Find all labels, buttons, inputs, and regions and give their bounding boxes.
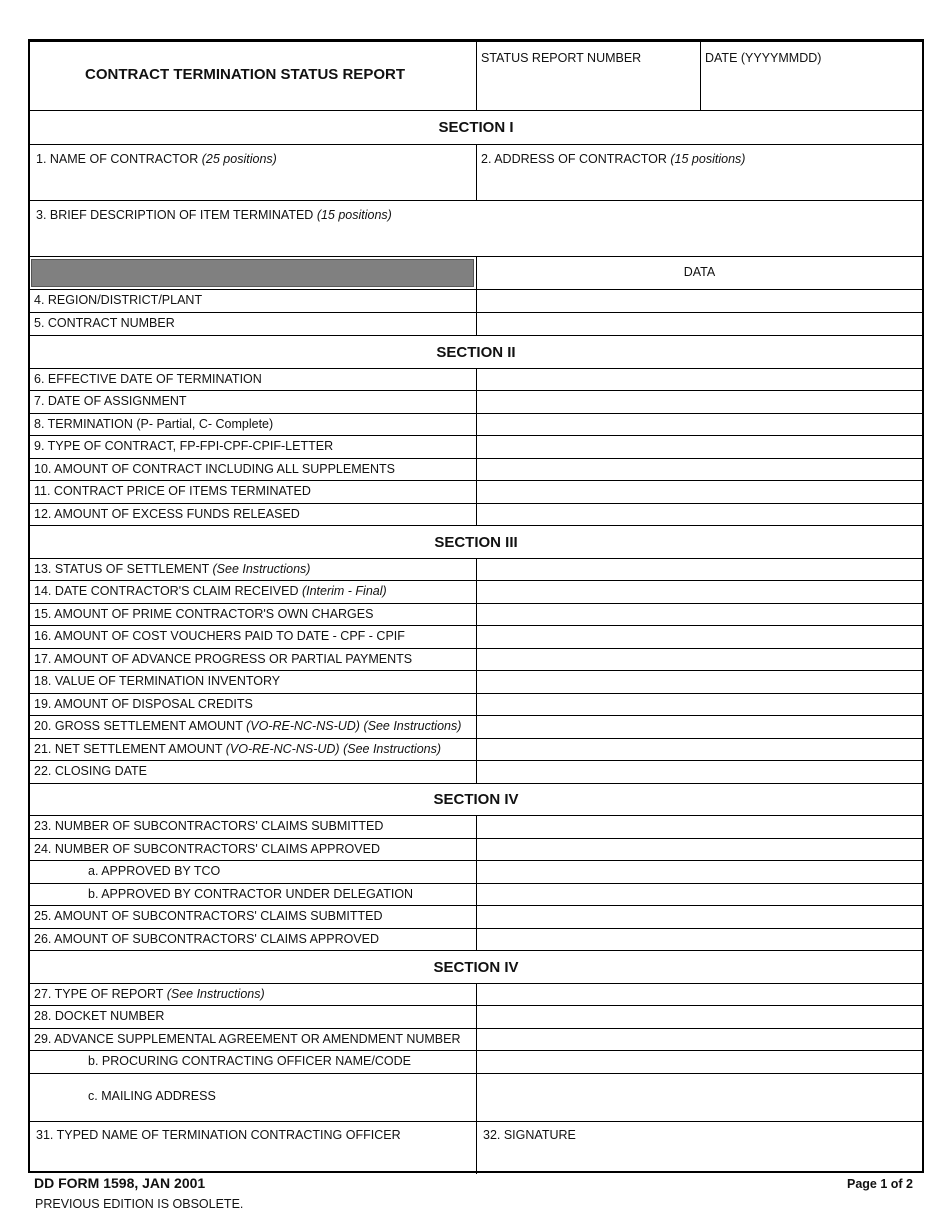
item-3-note: (15 positions) xyxy=(316,208,392,222)
form-title: CONTRACT TERMINATION STATUS REPORT xyxy=(85,66,405,83)
item-23-row xyxy=(30,816,922,839)
item-12-input[interactable] xyxy=(476,504,922,525)
item-19-label: 19. AMOUNT OF DISPOSAL CREDITS xyxy=(34,697,253,711)
item-29-input[interactable] xyxy=(476,1029,922,1050)
item-15-input[interactable] xyxy=(476,604,922,625)
contractor-name-field[interactable] xyxy=(30,145,476,200)
item-6-row xyxy=(30,369,922,391)
item-13-note: (See Instructions) xyxy=(212,562,311,576)
item-24-label: 24. NUMBER OF SUBCONTRACTORS' CLAIMS APPROVED xyxy=(34,842,380,856)
officer-name-field[interactable] xyxy=(30,1122,476,1174)
item-29c-label: c. MAILING ADDRESS xyxy=(88,1089,216,1103)
item-25-input[interactable] xyxy=(476,906,922,928)
item-14-label: 14. DATE CONTRACTOR'S CLAIM RECEIVED xyxy=(34,584,302,598)
item-21-row xyxy=(30,739,922,761)
item-24b-row xyxy=(30,884,922,906)
item-26-label: 26. AMOUNT OF SUBCONTRACTORS' CLAIMS APPROVED xyxy=(34,932,380,946)
item-7-row xyxy=(30,391,922,414)
data-label: DATA xyxy=(683,265,716,279)
item-12-label: 12. AMOUNT OF EXCESS FUNDS RELEASED xyxy=(34,507,300,521)
item-26-input[interactable] xyxy=(476,929,922,950)
item-7-label: 7. DATE OF ASSIGNMENT xyxy=(34,394,187,408)
section-5-title: SECTION IV xyxy=(433,959,519,976)
item-21-label: 21. NET SETTLEMENT AMOUNT xyxy=(34,742,226,756)
termination-status-form xyxy=(28,39,924,1173)
item-26-row xyxy=(30,929,922,951)
item-19-row xyxy=(30,694,922,716)
contractor-row xyxy=(30,145,922,201)
item-14-note: (Interim - Final) xyxy=(301,584,387,598)
item-11-label: 11. CONTRACT PRICE OF ITEMS TERMINATED xyxy=(34,484,311,498)
data-header-row xyxy=(30,257,922,290)
shaded-block xyxy=(31,259,474,287)
item-5-input[interactable] xyxy=(476,313,922,335)
item-9-label: 9. TYPE OF CONTRACT, FP-FPI-CPF-CPIF-LETTER xyxy=(34,439,334,453)
item-18-label: 18. VALUE OF TERMINATION INVENTORY xyxy=(34,674,281,688)
item-2-note: (15 positions) xyxy=(670,152,746,166)
section-1-title: SECTION I xyxy=(438,119,514,136)
item-22-label: 22. CLOSING DATE xyxy=(34,764,147,778)
signature-row xyxy=(30,1122,922,1174)
item-8-input[interactable] xyxy=(476,414,922,435)
report-date-field[interactable] xyxy=(700,42,922,110)
section-3-heading xyxy=(30,526,922,559)
item-15-row xyxy=(30,604,922,626)
item-22-row xyxy=(30,761,922,784)
item-14-input[interactable] xyxy=(476,581,922,603)
item-8-label: 8. TERMINATION (P- Partial, C- Complete) xyxy=(34,417,274,431)
item-5-label: 5. CONTRACT NUMBER xyxy=(34,316,175,330)
item-27-row xyxy=(30,984,922,1006)
item-24-input[interactable] xyxy=(476,839,922,860)
item-22-input[interactable] xyxy=(476,761,922,783)
item-23-label: 23. NUMBER OF SUBCONTRACTORS' CLAIMS SUBMITTED xyxy=(34,819,384,833)
status-report-number-label: STATUS REPORT NUMBER xyxy=(481,51,642,65)
item-4-row xyxy=(30,290,922,313)
item-17-label: 17. AMOUNT OF ADVANCE PROGRESS OR PARTIAL PAYMENTS xyxy=(34,652,413,666)
item-24a-label: a. APPROVED BY TCO xyxy=(88,864,221,878)
item-18-input[interactable] xyxy=(476,671,922,693)
item-24b-input[interactable] xyxy=(476,884,922,905)
item-27-note: (See Instructions) xyxy=(166,987,265,1001)
item-20-input[interactable] xyxy=(476,716,922,738)
item-20-label: 20. GROSS SETTLEMENT AMOUNT xyxy=(34,719,247,733)
item-21-input[interactable] xyxy=(476,739,922,760)
item-1-label: 1. NAME OF CONTRACTOR xyxy=(36,152,202,166)
item-23-input[interactable] xyxy=(476,816,922,838)
item-27-label: 27. TYPE OF REPORT xyxy=(34,987,167,1001)
item-25-label: 25. AMOUNT OF SUBCONTRACTORS' CLAIMS SUBMITTED xyxy=(34,909,383,923)
item-17-row xyxy=(30,649,922,671)
item-21-note: (VO-RE-NC-NS-UD) (See Instructions) xyxy=(225,742,442,756)
item-9-input[interactable] xyxy=(476,436,922,458)
item-32-label: 32. SIGNATURE xyxy=(483,1128,576,1142)
item-19-input[interactable] xyxy=(476,694,922,715)
item-31-label: 31. TYPED NAME OF TERMINATION CONTRACTING OFFICER xyxy=(36,1128,401,1142)
item-18-row xyxy=(30,671,922,694)
item-29c-row xyxy=(30,1074,922,1122)
obsolete-note: PREVIOUS EDITION IS OBSOLETE. xyxy=(35,1197,244,1211)
item-17-input[interactable] xyxy=(476,649,922,670)
page-number: Page 1 of 2 xyxy=(847,1177,913,1191)
item-12-row xyxy=(30,504,922,526)
item-28-label: 28. DOCKET NUMBER xyxy=(34,1009,165,1023)
item-13-row xyxy=(30,559,922,581)
item-6-label: 6. EFFECTIVE DATE OF TERMINATION xyxy=(34,372,262,386)
item-4-input[interactable] xyxy=(476,290,922,312)
form-id: DD FORM 1598, JAN 2001 xyxy=(34,1175,206,1191)
item-13-input[interactable] xyxy=(476,559,922,580)
item-5-row xyxy=(30,313,922,336)
status-report-number-field[interactable] xyxy=(476,42,700,110)
item-7-input[interactable] xyxy=(476,391,922,413)
item-28-input[interactable] xyxy=(476,1006,922,1028)
item-10-input[interactable] xyxy=(476,459,922,480)
item-16-input[interactable] xyxy=(476,626,922,648)
section-2-title: SECTION II xyxy=(436,344,516,361)
item-10-row xyxy=(30,459,922,481)
item-20-note: (VO-RE-NC-NS-UD) (See Instructions) xyxy=(246,719,462,733)
item-15-label: 15. AMOUNT OF PRIME CONTRACTOR'S OWN CHARGES xyxy=(34,607,374,621)
item-3-label: 3. BRIEF DESCRIPTION OF ITEM TERMINATED xyxy=(36,208,317,222)
item-8-row xyxy=(30,414,922,436)
item-24a-row xyxy=(30,861,922,884)
item-29c-input[interactable] xyxy=(476,1074,922,1121)
item-1-note: (25 positions) xyxy=(201,152,277,166)
item-13-label: 13. STATUS OF SETTLEMENT xyxy=(34,562,213,576)
signature-field[interactable] xyxy=(476,1122,922,1174)
item-16-label: 16. AMOUNT OF COST VOUCHERS PAID TO DATE - CPF - CPIF xyxy=(34,629,405,643)
item-16-row xyxy=(30,626,922,649)
item-11-row xyxy=(30,481,922,504)
report-date-label: DATE (YYYYMMDD) xyxy=(705,51,822,65)
item-9-row xyxy=(30,436,922,459)
item-14-row xyxy=(30,581,922,604)
item-29b-label: b. PROCURING CONTRACTING OFFICER NAME/CODE xyxy=(88,1054,411,1068)
item-4-label: 4. REGION/DISTRICT/PLANT xyxy=(34,293,203,307)
item-29-label: 29. ADVANCE SUPPLEMENTAL AGREEMENT OR AMENDMENT NUMBER xyxy=(34,1032,461,1046)
item-29b-row xyxy=(30,1051,922,1074)
item-29-row xyxy=(30,1029,922,1051)
item-28-row xyxy=(30,1006,922,1029)
item-11-input[interactable] xyxy=(476,481,922,503)
item-25-row xyxy=(30,906,922,929)
item-24b-label: b. APPROVED BY CONTRACTOR UNDER DELEGATION xyxy=(88,887,414,901)
section-5-heading xyxy=(30,951,922,984)
contractor-address-field[interactable] xyxy=(476,145,922,200)
item-20-row xyxy=(30,716,922,739)
item-24-row xyxy=(30,839,922,861)
section-4-title: SECTION IV xyxy=(433,791,519,808)
item-27-input[interactable] xyxy=(476,984,922,1005)
item-6-input[interactable] xyxy=(476,369,922,390)
data-column-header xyxy=(476,257,922,289)
section-3-title: SECTION III xyxy=(434,534,518,551)
section-1-heading xyxy=(30,111,922,145)
section-2-heading xyxy=(30,336,922,369)
item-24a-input[interactable] xyxy=(476,861,922,883)
item-2-label: 2. ADDRESS OF CONTRACTOR xyxy=(481,152,671,166)
item-29b-input[interactable] xyxy=(476,1051,922,1073)
item-10-label: 10. AMOUNT OF CONTRACT INCLUDING ALL SUPPLEMENTS xyxy=(34,462,395,476)
section-4-heading xyxy=(30,784,922,816)
form-header xyxy=(30,42,922,111)
item-description-field[interactable] xyxy=(30,201,922,257)
